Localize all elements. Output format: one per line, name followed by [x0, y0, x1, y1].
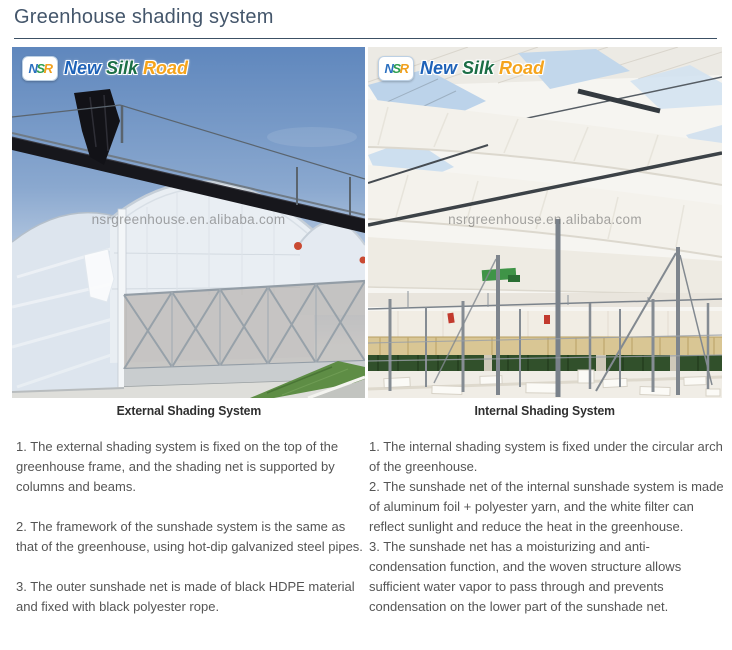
- external-point-3: 3. The outer sunshade net is made of black HDPE material and fixed with black polyester rope.: [16, 579, 355, 614]
- brand-word-road: Road: [499, 58, 545, 78]
- brand-word-road: Road: [143, 58, 189, 78]
- internal-photo: [368, 47, 722, 398]
- brand-word-new: New: [420, 58, 458, 78]
- external-point-1: 1. The external shading system is fixed on the top of the greenhouse frame, and the shading net is supported by columns and beams.: [16, 439, 339, 494]
- watermark: nsrgreenhouse.en.alibaba.com: [448, 212, 642, 227]
- brand-word-new: New: [64, 58, 102, 78]
- external-point-2: 2. The framework of the sunshade system is the same as that of the greenhouse, using hot-dip galvanized steel pipes.: [16, 519, 363, 554]
- external-description: [16, 437, 368, 617]
- brand-name: [420, 58, 544, 79]
- external-caption: External Shading System: [116, 403, 261, 418]
- brand-name: [64, 58, 188, 79]
- watermark: nsrgreenhouse.en.alibaba.com: [91, 212, 286, 227]
- internal-description: [369, 437, 725, 617]
- internal-point-2: 2. The sunshade net of the internal sunshade system is made of aluminum foil + polyester yarn, and the white filter can reflect sunlight and reduce the heat in the greenhouse.: [369, 479, 724, 534]
- internal-point-3: 3. The sunshade net has a moisturizing and anti-condensation function, and the woven structure allows sufficient water vapor to pass through and prevents condensation on the lower part of the sunshade net.: [369, 539, 682, 614]
- brand-logo: [378, 56, 544, 81]
- brand-logo: [22, 56, 188, 81]
- internal-caption: Internal Shading System: [474, 403, 616, 418]
- nsr-badge-icon: N S R: [22, 56, 58, 81]
- internal-point-1: 1. The internal shading system is fixed under the circular arch of the greenhouse.: [369, 439, 723, 474]
- brand-word-silk: Silk: [462, 58, 495, 78]
- page-title: Greenhouse shading system: [14, 6, 274, 28]
- photos-row: [12, 47, 722, 398]
- nsr-badge-icon: N S R: [378, 56, 414, 81]
- external-photo: [12, 47, 365, 398]
- title-divider: [14, 38, 717, 39]
- brand-word-silk: Silk: [106, 58, 139, 78]
- captions-row: [12, 403, 722, 418]
- description-columns: [0, 437, 732, 617]
